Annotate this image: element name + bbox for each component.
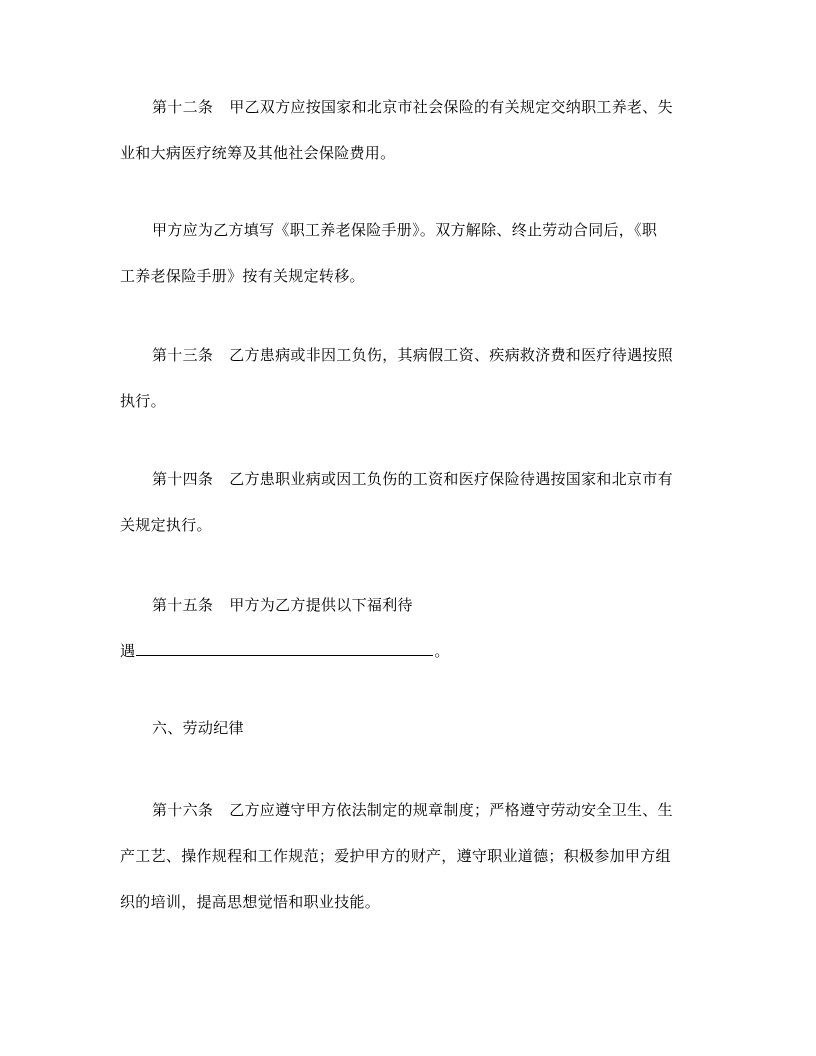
article-14-line-1 (120, 456, 698, 502)
article-12-continued-line-1: 甲方应为乙方填写《职工养老保险手册》。双方解除、终止劳动合同后，《职 (152, 221, 658, 239)
article-12-continued-line-2: 工养老保险手册》按有关规定转移。 (120, 267, 365, 285)
article-14-heading: 第十四条 (152, 470, 214, 488)
article-12 (120, 84, 698, 176)
article-15-line-2 (120, 628, 698, 674)
article-15-text-1: 甲方为乙方提供以下福利待 (229, 596, 413, 614)
article-12-heading: 第十二条 (152, 98, 214, 116)
article-13-line-2: 执行。 (120, 392, 166, 410)
article-16-line-1 (120, 787, 698, 833)
article-14-line-2: 关规定执行。 (120, 516, 212, 534)
article-13-line-1 (120, 332, 698, 378)
article-15-line-2-end: 。 (434, 642, 450, 660)
article-13-heading: 第十三条 (152, 346, 214, 364)
article-14-text-1: 乙方患职业病或因工负伤的工资和医疗保险待遇按国家和北京市有 (229, 470, 673, 488)
section-6 (120, 705, 698, 751)
article-12-text-1: 甲乙双方应按国家和北京市社会保险的有关规定交纳职工养老、失 (229, 98, 673, 116)
article-15-line-1 (120, 582, 698, 628)
article-16-heading: 第十六条 (152, 801, 214, 819)
article-13-text-1: 乙方患病或非因工负伤，其病假工资、疾病救济费和医疗待遇按照 (229, 346, 673, 364)
article-12-line-1 (120, 84, 698, 130)
article-16-line-3: 织的培训，提高思想觉悟和职业技能。 (120, 893, 381, 911)
section-6-title: 六、劳动纪律 (152, 719, 244, 737)
article-13 (120, 332, 698, 424)
article-15-heading: 第十五条 (152, 596, 214, 614)
article-16 (120, 787, 698, 925)
article-15-line-2-start: 遇 (120, 642, 136, 660)
fill-in-blank-line[interactable] (136, 639, 433, 656)
article-16-line-2: 产工艺、操作规程和工作规范；爱护甲方的财产，遵守职业道德；积极参加甲方组 (120, 847, 671, 865)
article-14 (120, 456, 698, 548)
article-12-line-2: 业和大病医疗统筹及其他社会保险费用。 (120, 144, 396, 162)
article-15 (120, 582, 698, 674)
article-16-text-1: 乙方应遵守甲方依法制定的规章制度；严格遵守劳动安全卫生、生 (229, 801, 673, 819)
article-12-continued (120, 207, 698, 299)
